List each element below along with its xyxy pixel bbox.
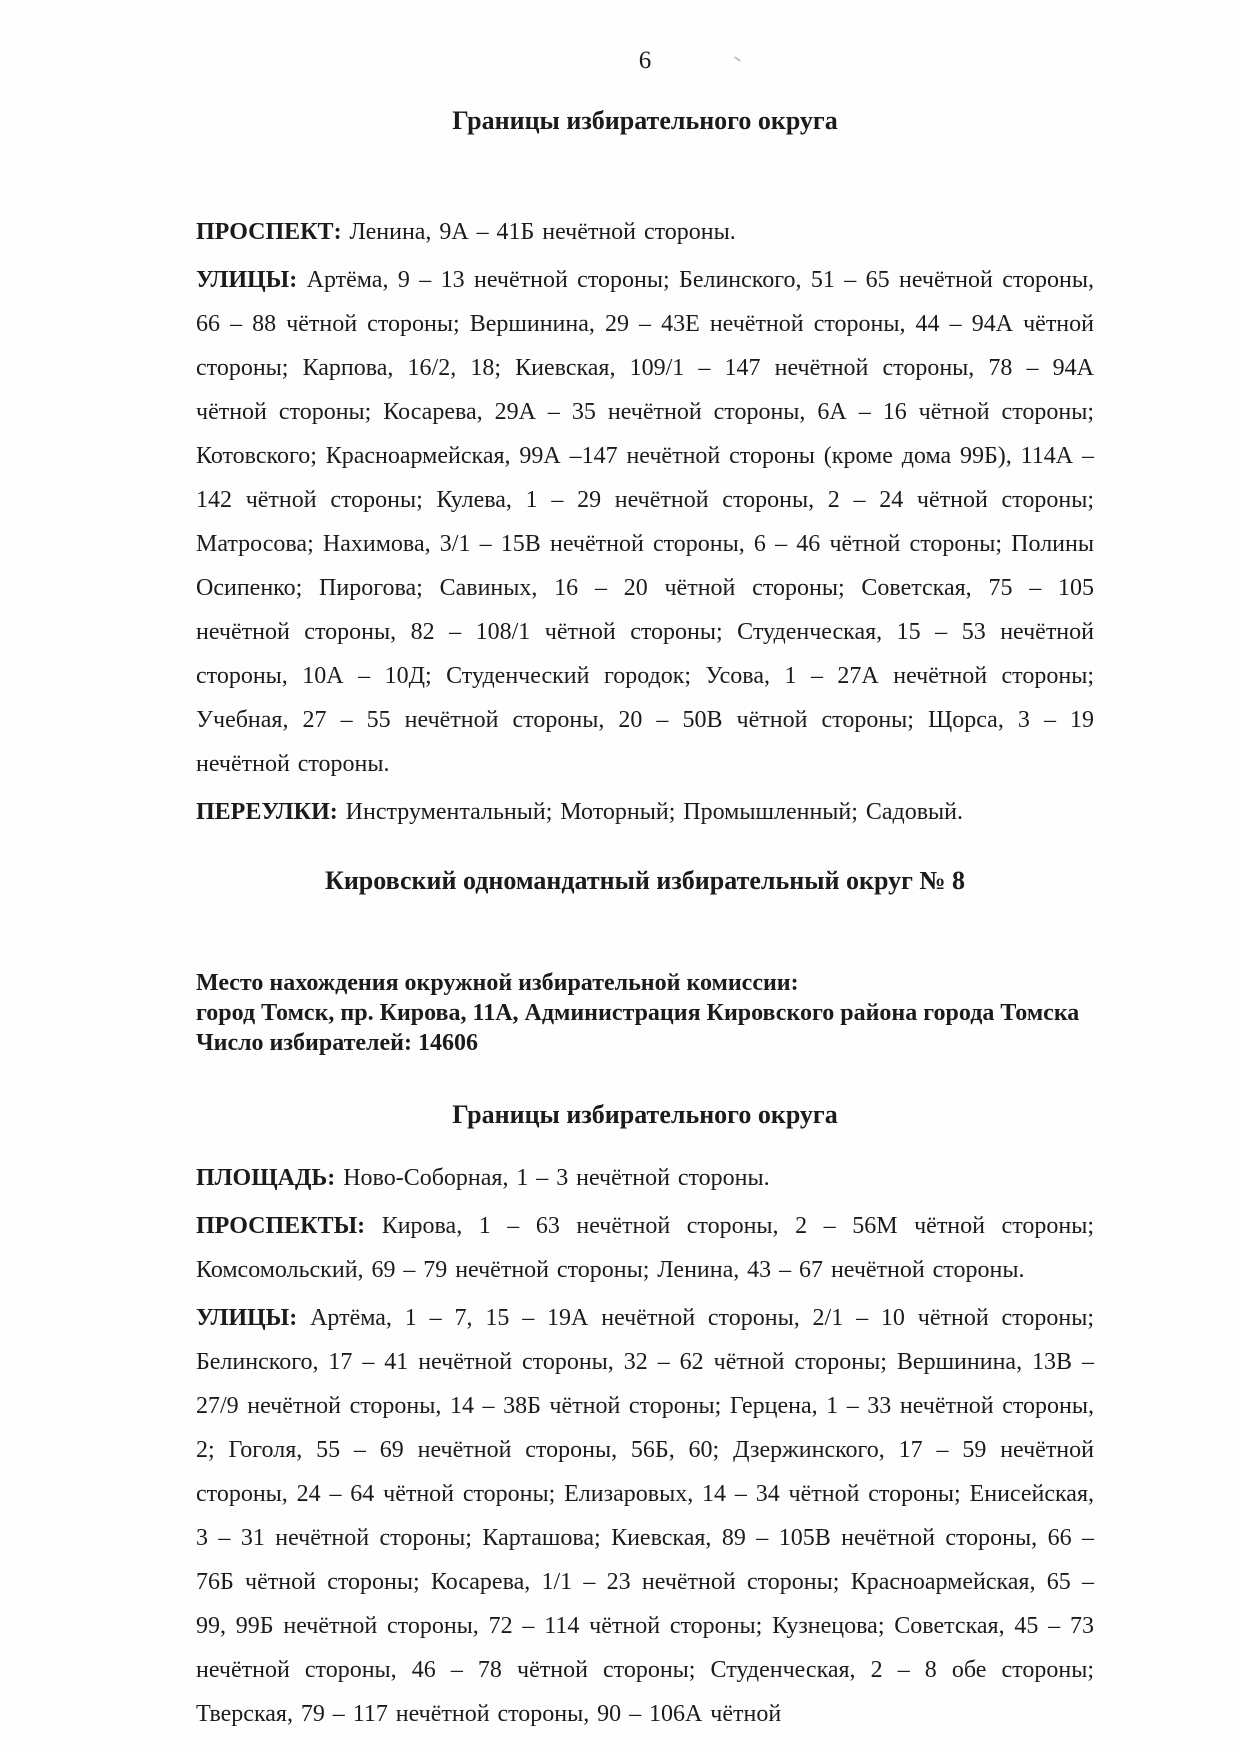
ulitsy-text: Артёма, 9 – 13 нечётной стороны; Белинского, 51 – 65 нечётной стороны, 66 – 88 чётной стороны; Вершинина, 29 – 43Е нечётной стороны, 44 – 94А чётной стороны; Карпова, 16/2, 18; Киевская, 109/1 – 147 нечётной стороны, 78 – 94А чётной стороны; Косарева, 29А – 35 нечётной стороны, 6А – 16 чётной стороны; Котовского; Красноармейская, 99А –147 нечётной стороны (кроме дома 99Б), 114А – 142 чётной стороны; Кулева, 1 – 29 нечётной стороны, 2 – 24 чётной стороны; Матросова; Нахимова, 3/1 – 15В нечётной стороны, 6 – 46 чётной стороны; Полины Осипенко; Пирогова; Савиных, 16 – 20 чётной стороны; Советская, 75 – 105 нечётной стороны, 82 – 108/1 чётной стороны; Студенческая, 15 – 53 нечётной стороны, 10А – 10Д; Студенческий городок; Усова, 1 – 27А нечётной стороны; Учебная, 27 – 55 нечётной стороны, 20 – 50В чётной стороны; Щорса, 3 – 19 нечётной стороны.	[196, 267, 1094, 777]
commission-location-label: Место нахождения окружной избирательной комиссии:	[196, 970, 799, 996]
ulitsy2-text: Артёма, 1 – 7, 15 – 19А нечётной стороны, 2/1 – 10 чётной стороны; Белинского, 17 – 41 нечётной стороны, 32 – 62 чётной стороны; Вершинина, 13В – 27/9 нечётной стороны, 14 – 38Б чётной стороны; Герцена, 1 – 33 нечётной стороны, 2; Гоголя, 55 – 69 нечётной стороны, 56Б, 60; Дзержинского, 17 – 59 нечётной стороны, 24 – 64 чётной стороны; Елизаровых, 14 – 34 чётной стороны; Енисейская, 3 – 31 нечётной стороны; Карташова; Киевская, 89 – 105В нечётной стороны, 66 – 76Б чётной стороны; Косарева, 1/1 – 23 нечётной стороны; Красноармейская, 65 – 99, 99Б нечётной стороны, 72 – 114 чётной стороны; Кузнецова; Советская, 45 – 73 нечётной стороны, 46 – 78 чётной стороны; Студенческая, 2 – 8 обе стороны; Тверская, 79 – 117 нечётной стороны, 90 – 106А чётной	[196, 1305, 1094, 1727]
voters-count-line: Число избирателей: 14606	[196, 1030, 478, 1056]
section1-pereulki-paragraph	[196, 790, 1094, 834]
district8-title: Кировский одномандатный избирательный округ № 8	[324, 866, 966, 895]
commission-info-block	[196, 968, 1094, 1058]
section2-ploshchad-paragraph	[196, 1156, 1094, 1200]
section1-ulitsy-paragraph	[196, 258, 1094, 786]
section2-prospekty-paragraph	[196, 1204, 1094, 1292]
pereulki-label: ПЕРЕУЛКИ:	[196, 799, 338, 825]
ulitsy2-label: УЛИЦЫ:	[196, 1305, 298, 1331]
ulitsy-label: УЛИЦЫ:	[196, 267, 298, 293]
ploshchad-text: Ново-Соборная, 1 – 3 нечётной стороны.	[343, 1165, 770, 1191]
section2-boundaries-heading: Границы избирательного округа	[452, 1100, 838, 1129]
ploshchad-label: ПЛОЩАДЬ:	[196, 1165, 336, 1191]
page-number: 6	[638, 47, 652, 74]
commission-address: город Томск, пр. Кирова, 11А, Администрация Кировского района города Томска	[196, 1000, 1080, 1026]
prospekt-text: Ленина, 9А – 41Б нечётной стороны.	[349, 219, 736, 245]
section1-prospekt-paragraph	[196, 210, 1094, 254]
prospekty-text: Кирова, 1 – 63 нечётной стороны, 2 – 56М чётной стороны; Комсомольский, 69 – 79 нечётной стороны; Ленина, 43 – 67 нечётной стороны.	[196, 1213, 1095, 1283]
pereulki-text: Инструментальный; Моторный; Промышленный; Садовый.	[345, 799, 964, 825]
section1-boundaries-heading: Границы избирательного округа	[452, 106, 838, 135]
prospekty-label: ПРОСПЕКТЫ:	[196, 1213, 366, 1239]
section2-ulitsy-paragraph	[196, 1296, 1094, 1736]
prospekt-label: ПРОСПЕКТ:	[196, 219, 342, 245]
